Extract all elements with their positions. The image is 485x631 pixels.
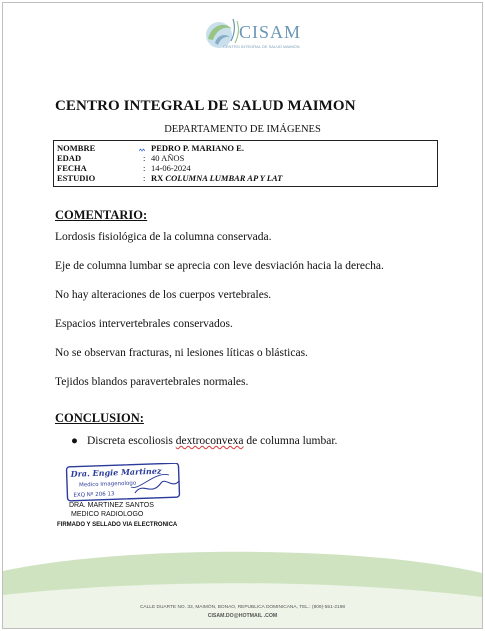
info-label: ESTUDIO: [57, 173, 96, 183]
conclusion-text-start: Discreta escoliosis: [87, 435, 176, 447]
comment-line: Tejidos blandos paravertebrales normales.: [55, 376, 249, 388]
stamp-line3: EXQ Nº 206 13: [73, 491, 115, 499]
comment-line: No hay alteraciones de los cuerpos vertebrales.: [55, 289, 272, 301]
logo-subtitle: CENTRO INTEGRAL DE SALUD MAIMON: [223, 44, 300, 49]
cisam-logo: [199, 13, 309, 57]
comment-line: Espacios intervertebrales conservados.: [55, 318, 233, 330]
patient-info-box: [53, 140, 438, 187]
doctor-stamp: [65, 463, 183, 503]
info-label: FECHA: [57, 163, 87, 173]
stamp-line1: Dra. Engie Martinez: [70, 465, 162, 479]
document-page: [2, 2, 483, 629]
conclusion-text-end: de columna lumbar.: [243, 435, 338, 447]
info-value: PEDRO P. MARIANO E.: [151, 143, 244, 153]
stamp-line2: Medico Imagenologo: [78, 480, 137, 489]
signer-name: DRA. MARTINEZ SANTOS: [69, 502, 154, 509]
logo-name: CISAM: [239, 22, 302, 42]
comment-heading: COMENTARIO:: [55, 208, 148, 222]
document-title: CENTRO INTEGRAL DE SALUD MAIMON: [55, 98, 356, 114]
study-prefix: RX: [151, 173, 166, 183]
footer-address: CALLE DUARTE NO. 33, MAIMÓN, BONAO, REPUBLICA DOMINICANA, TEL.: (809)-551-2198: [139, 605, 346, 610]
handwritten-signature-icon: [135, 481, 179, 493]
logo-mark-icon: [199, 13, 243, 57]
bullet-icon: ●: [71, 435, 78, 447]
info-value: 40 AÑOS: [151, 153, 185, 163]
info-colon: :: [143, 173, 146, 183]
comment-line: No se observan fracturas, ni lesiones líticas o blásticas.: [55, 347, 308, 359]
study-name: COLUMNA LUMBAR AP Y LAT: [165, 173, 283, 183]
info-label: EDAD: [57, 153, 82, 163]
conclusion-heading: CONCLUSION:: [55, 411, 144, 425]
signer-role: MEDICO RADIOLOGO: [71, 511, 144, 518]
comment-line: Lordosis fisiológica de la columna conservada.: [55, 231, 272, 243]
department-label: DEPARTAMENTO DE IMÁGENES: [164, 124, 321, 135]
info-label: NOMBRE: [57, 143, 96, 153]
signature-note: FIRMADO Y SELLADO VIA ELECTRONICA: [57, 522, 178, 528]
info-colon: :: [143, 163, 146, 173]
footer-email: CISAM.DO@HOTMAIL .COM: [207, 613, 278, 619]
info-value: 14-06-2024: [151, 163, 191, 173]
spellcheck-squiggle-icon: [139, 148, 145, 152]
misspelled-word: dextroconvexa: [175, 435, 244, 447]
info-colon: :: [143, 153, 146, 163]
info-value: [151, 173, 282, 183]
conclusion-bullet: [71, 435, 337, 447]
comment-line: Eje de columna lumbar se aprecia con leve desviación hacia la derecha.: [55, 260, 384, 272]
